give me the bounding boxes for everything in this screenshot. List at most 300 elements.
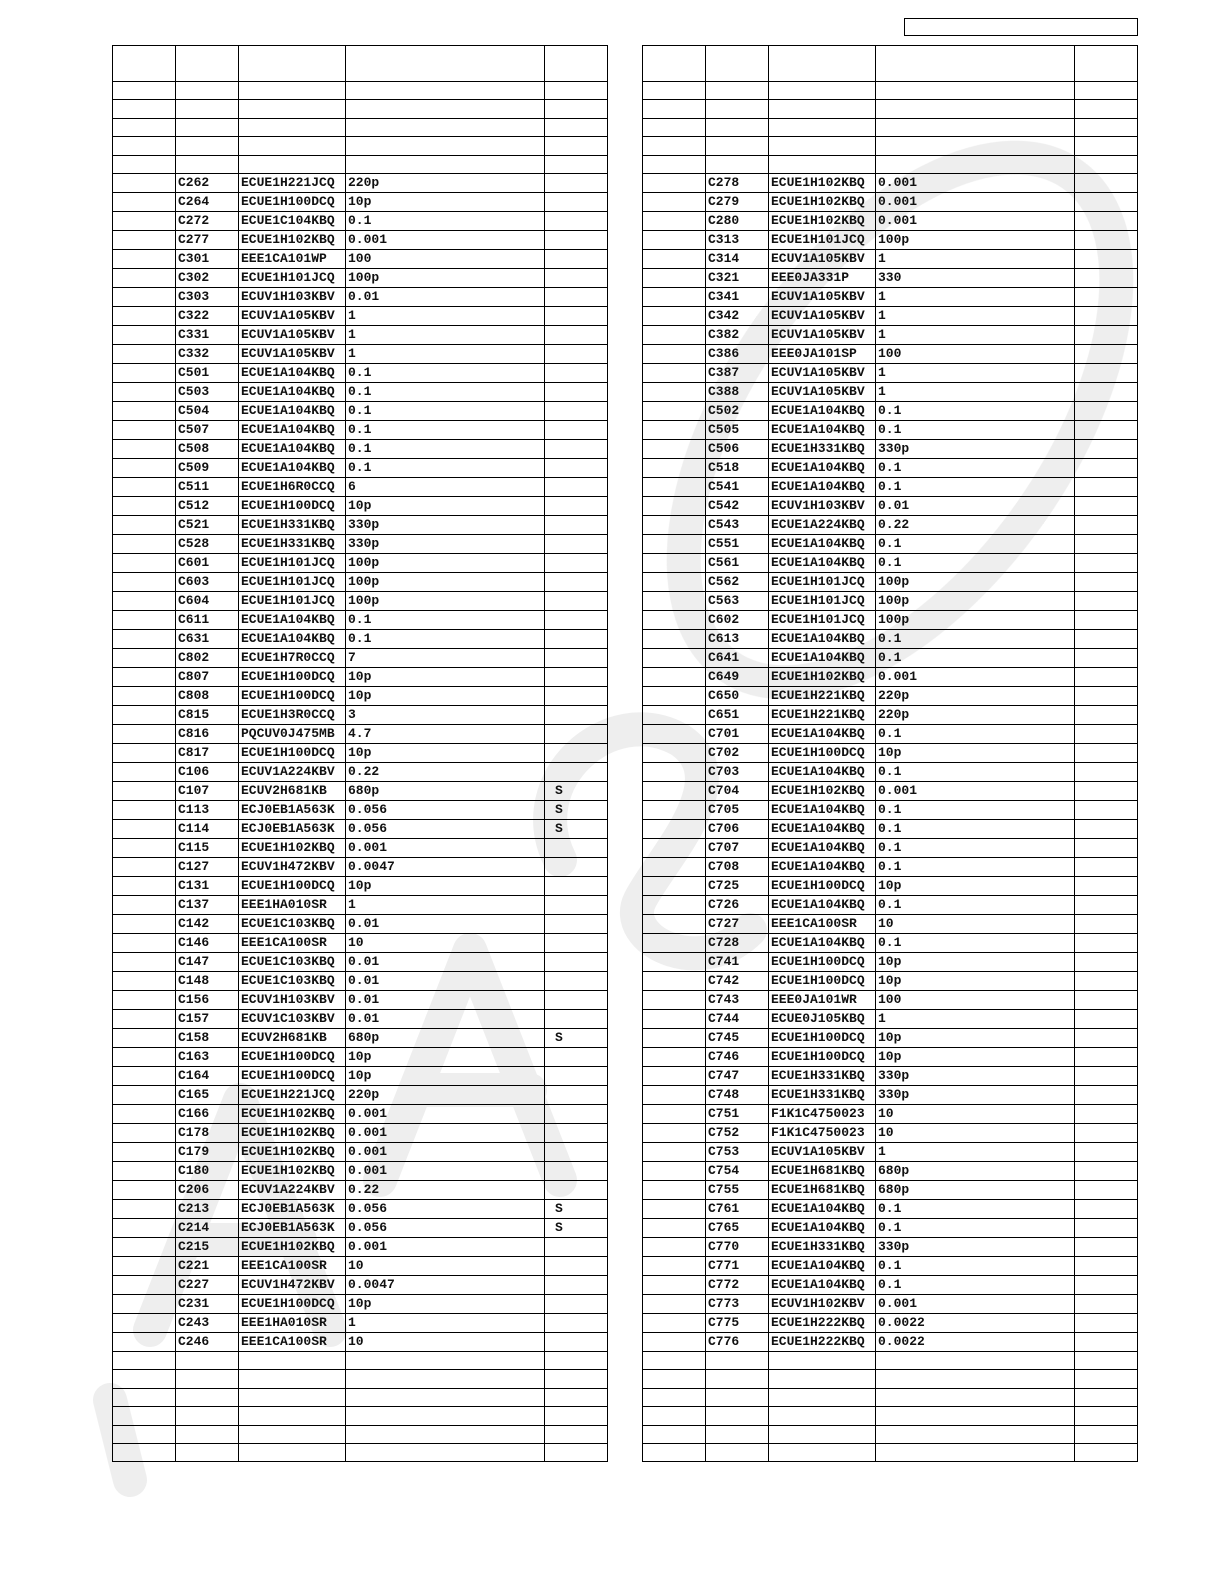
remark-cell [545, 838, 608, 857]
value-cell: 10p [346, 667, 545, 686]
table-row [113, 629, 608, 648]
blank-cell [706, 1351, 769, 1369]
ref-no-cell [113, 1009, 176, 1028]
ref-no-cell [113, 800, 176, 819]
part-no-cell: ECUE1A104KBQ [769, 800, 876, 819]
ref-cell: C727 [706, 914, 769, 933]
part-no-cell: ECUE1A104KBQ [769, 724, 876, 743]
ref-cell: C313 [706, 230, 769, 249]
ref-no-cell [643, 496, 706, 515]
value-cell: 6 [346, 477, 545, 496]
table-row [643, 534, 1138, 553]
ref-no-cell [113, 1047, 176, 1066]
ref-no-cell [643, 1047, 706, 1066]
ref-cell: C601 [176, 553, 239, 572]
part-no-cell: ECUV1A105KBV [769, 1142, 876, 1161]
blank-cell [113, 1351, 176, 1369]
value-cell: 10 [346, 933, 545, 952]
blank-cell [876, 155, 1075, 173]
value-cell: 0.1 [346, 382, 545, 401]
table-row [643, 1066, 1138, 1085]
value-cell: 680p [876, 1180, 1075, 1199]
table-row [643, 1199, 1138, 1218]
table-row [643, 363, 1138, 382]
ref-no-cell [113, 458, 176, 477]
remark-cell [1075, 534, 1138, 553]
blank-cell [1075, 46, 1138, 82]
remark-cell [1075, 192, 1138, 211]
right-parts-table [642, 45, 1138, 1462]
ref-cell: C541 [706, 477, 769, 496]
ref-no-cell [643, 1199, 706, 1218]
value-cell: 10p [876, 876, 1075, 895]
ref-no-cell [643, 762, 706, 781]
blank-cell [176, 1370, 239, 1388]
part-no-cell: ECUE1H101JCQ [769, 591, 876, 610]
table-row [113, 553, 608, 572]
ref-cell: C816 [176, 724, 239, 743]
value-cell: 0.001 [876, 192, 1075, 211]
table-row [113, 420, 608, 439]
remark-cell [1075, 591, 1138, 610]
value-cell: 4.7 [346, 724, 545, 743]
part-no-cell: ECUE1H331KBQ [769, 439, 876, 458]
blank-cell [176, 82, 239, 100]
remark-cell [1075, 420, 1138, 439]
blank-row [113, 1351, 608, 1369]
remark-cell [1075, 572, 1138, 591]
remark-cell [545, 591, 608, 610]
table-row [643, 173, 1138, 192]
table-row [113, 1104, 608, 1123]
blank-row [643, 100, 1138, 118]
blank-cell [545, 1425, 608, 1443]
value-cell: 10 [876, 1123, 1075, 1142]
ref-no-cell [643, 1180, 706, 1199]
ref-cell: C272 [176, 211, 239, 230]
ref-cell: C221 [176, 1256, 239, 1275]
blank-cell [706, 155, 769, 173]
remark-cell [1075, 173, 1138, 192]
blank-row [113, 1388, 608, 1406]
ref-cell: C227 [176, 1275, 239, 1294]
remark-cell [1075, 781, 1138, 800]
table-row [643, 819, 1138, 838]
ref-cell: C314 [706, 249, 769, 268]
value-cell: 0.001 [876, 173, 1075, 192]
value-cell: 0.056 [346, 800, 545, 819]
part-no-cell: EEE1CA100SR [239, 1332, 346, 1351]
blank-cell [1075, 1351, 1138, 1369]
remark-cell [545, 1123, 608, 1142]
ref-cell: C561 [706, 553, 769, 572]
remark-cell [1075, 363, 1138, 382]
blank-cell [876, 46, 1075, 82]
value-cell: 0.1 [876, 819, 1075, 838]
remark-cell [545, 249, 608, 268]
blank-cell [545, 1351, 608, 1369]
blank-cell [113, 46, 176, 82]
blank-cell [769, 1351, 876, 1369]
part-no-cell: ECUE1H100DCQ [239, 1294, 346, 1313]
table-row [113, 287, 608, 306]
remark-cell [545, 762, 608, 781]
blank-cell [545, 1370, 608, 1388]
ref-no-cell [643, 591, 706, 610]
table-row [113, 458, 608, 477]
part-no-cell: EEE1CA100SR [769, 914, 876, 933]
remark-cell [545, 1237, 608, 1256]
part-no-cell: ECUE1H100DCQ [239, 1066, 346, 1085]
ref-cell: C741 [706, 952, 769, 971]
value-cell: 0.1 [346, 420, 545, 439]
table-row [643, 724, 1138, 743]
part-no-cell: ECUE1H102KBQ [239, 1123, 346, 1142]
ref-no-cell [113, 439, 176, 458]
remark-cell [545, 1104, 608, 1123]
remark-cell [1075, 1047, 1138, 1066]
table-row [113, 1275, 608, 1294]
remark-cell [1075, 1085, 1138, 1104]
ref-cell: C752 [706, 1123, 769, 1142]
table-row [113, 648, 608, 667]
ref-cell: C728 [706, 933, 769, 952]
blank-cell [545, 137, 608, 155]
table-row [113, 1123, 608, 1142]
ref-no-cell [113, 496, 176, 515]
remark-cell: S [545, 781, 608, 800]
ref-cell: C114 [176, 819, 239, 838]
blank-cell [706, 46, 769, 82]
ref-no-cell [643, 1009, 706, 1028]
blank-cell [1075, 100, 1138, 118]
value-cell: 0.001 [346, 1161, 545, 1180]
blank-row [113, 100, 608, 118]
remark-cell [1075, 667, 1138, 686]
blank-cell [643, 155, 706, 173]
value-cell: 220p [346, 1085, 545, 1104]
part-no-cell: ECUE1H331KBQ [239, 515, 346, 534]
blank-cell [239, 100, 346, 118]
table-row [643, 420, 1138, 439]
blank-cell [239, 118, 346, 136]
ref-cell: C772 [706, 1275, 769, 1294]
value-cell: 10p [346, 686, 545, 705]
blank-cell [176, 1425, 239, 1443]
ref-no-cell [113, 1256, 176, 1275]
blank-cell [876, 100, 1075, 118]
part-no-cell: ECUE1A104KBQ [769, 648, 876, 667]
part-no-cell: ECUE1H100DCQ [239, 876, 346, 895]
ref-cell: C755 [706, 1180, 769, 1199]
blank-cell [876, 1388, 1075, 1406]
remark-cell [1075, 686, 1138, 705]
table-row [113, 1313, 608, 1332]
ref-no-cell [113, 971, 176, 990]
value-cell: 10 [876, 914, 1075, 933]
ref-no-cell [113, 762, 176, 781]
ref-cell: C649 [706, 667, 769, 686]
table-row [113, 1199, 608, 1218]
value-cell: 1 [346, 1313, 545, 1332]
remark-cell [1075, 1028, 1138, 1047]
blank-cell [545, 82, 608, 100]
value-cell: 1 [346, 344, 545, 363]
remark-cell [1075, 952, 1138, 971]
value-cell: 1 [346, 325, 545, 344]
part-no-cell: ECUE1A104KBQ [239, 629, 346, 648]
remark-cell [1075, 857, 1138, 876]
ref-no-cell [113, 1085, 176, 1104]
ref-cell: C753 [706, 1142, 769, 1161]
ref-cell: C604 [176, 591, 239, 610]
table-row [113, 249, 608, 268]
ref-no-cell [643, 1256, 706, 1275]
blank-cell [239, 1370, 346, 1388]
ref-no-cell [113, 268, 176, 287]
blank-cell [643, 1443, 706, 1461]
value-cell: 0.1 [876, 857, 1075, 876]
blank-cell [876, 1351, 1075, 1369]
part-no-cell: ECUE1H102KBQ [769, 781, 876, 800]
blank-row [643, 1351, 1138, 1369]
value-cell: 0.1 [876, 401, 1075, 420]
table-row [643, 344, 1138, 363]
ref-cell: C726 [706, 895, 769, 914]
table-row [643, 572, 1138, 591]
part-no-cell: ECUE1A104KBQ [769, 819, 876, 838]
ref-cell: C107 [176, 781, 239, 800]
remark-cell [545, 401, 608, 420]
value-cell: 0.1 [346, 401, 545, 420]
ref-no-cell [643, 933, 706, 952]
value-cell: 100p [346, 591, 545, 610]
ref-no-cell [113, 952, 176, 971]
blank-cell [1075, 137, 1138, 155]
blank-cell [769, 1425, 876, 1443]
blank-cell [346, 82, 545, 100]
ref-cell: C705 [706, 800, 769, 819]
table-row [113, 1218, 608, 1237]
blank-cell [706, 118, 769, 136]
table-row [643, 591, 1138, 610]
blank-cell [643, 82, 706, 100]
blank-cell [176, 1443, 239, 1461]
ref-cell: C180 [176, 1161, 239, 1180]
value-cell: 0.1 [876, 477, 1075, 496]
table-row [643, 496, 1138, 515]
ref-no-cell [643, 1066, 706, 1085]
blank-cell [545, 1407, 608, 1425]
ref-no-cell [113, 287, 176, 306]
ref-no-cell [643, 230, 706, 249]
ref-no-cell [643, 1104, 706, 1123]
table-row [643, 268, 1138, 287]
part-no-cell: ECJ0EB1A563K [239, 1199, 346, 1218]
blank-cell [239, 1443, 346, 1461]
blank-cell [346, 1388, 545, 1406]
blank-cell [113, 118, 176, 136]
blank-row [113, 1370, 608, 1388]
part-no-cell: ECJ0EB1A563K [239, 819, 346, 838]
value-cell: 10p [876, 1028, 1075, 1047]
blank-cell [769, 1370, 876, 1388]
ref-cell: C147 [176, 952, 239, 971]
blank-cell [876, 1425, 1075, 1443]
table-row [113, 933, 608, 952]
ref-cell: C331 [176, 325, 239, 344]
table-row [113, 895, 608, 914]
blank-cell [876, 1443, 1075, 1461]
remark-cell [1075, 306, 1138, 325]
part-no-cell: ECUE1A104KBQ [769, 1218, 876, 1237]
blank-cell [643, 100, 706, 118]
ref-no-cell [113, 1028, 176, 1047]
table-row [643, 667, 1138, 686]
table-row [113, 819, 608, 838]
blank-cell [876, 82, 1075, 100]
value-cell: 0.001 [346, 1123, 545, 1142]
ref-cell: C751 [706, 1104, 769, 1123]
ref-cell: C776 [706, 1332, 769, 1351]
table-row [113, 1161, 608, 1180]
ref-no-cell [643, 325, 706, 344]
ref-cell: C807 [176, 667, 239, 686]
ref-no-cell [113, 1161, 176, 1180]
ref-cell: C137 [176, 895, 239, 914]
remark-cell [545, 306, 608, 325]
ref-cell: C706 [706, 819, 769, 838]
ref-no-cell [113, 572, 176, 591]
blank-cell [876, 1407, 1075, 1425]
table-row [113, 325, 608, 344]
part-no-cell: ECUV1A105KBV [769, 249, 876, 268]
remark-cell [1075, 800, 1138, 819]
blank-cell [876, 137, 1075, 155]
remark-cell [1075, 1294, 1138, 1313]
remark-cell [1075, 439, 1138, 458]
ref-no-cell [643, 876, 706, 895]
table-row [643, 382, 1138, 401]
value-cell: 100p [346, 553, 545, 572]
remark-cell [1075, 1009, 1138, 1028]
blank-cell [239, 137, 346, 155]
blank-cell [113, 1388, 176, 1406]
table-row [643, 325, 1138, 344]
value-cell: 1 [876, 287, 1075, 306]
ref-cell: C509 [176, 458, 239, 477]
part-no-cell: ECUE1A104KBQ [769, 458, 876, 477]
value-cell: 220p [346, 173, 545, 192]
value-cell: 0.01 [346, 990, 545, 1009]
table-row [113, 534, 608, 553]
blank-row [643, 1370, 1138, 1388]
ref-cell: C215 [176, 1237, 239, 1256]
remark-cell [1075, 1332, 1138, 1351]
table-row [113, 211, 608, 230]
ref-no-cell [643, 1275, 706, 1294]
table-row [113, 515, 608, 534]
ref-no-cell [113, 724, 176, 743]
ref-no-cell [113, 876, 176, 895]
value-cell: 1 [876, 382, 1075, 401]
part-no-cell: ECUE1H101JCQ [769, 230, 876, 249]
remark-cell [545, 192, 608, 211]
remark-cell [1075, 1123, 1138, 1142]
blank-cell [346, 118, 545, 136]
ref-cell: C505 [706, 420, 769, 439]
remark-cell [545, 1047, 608, 1066]
value-cell: 0.0022 [876, 1313, 1075, 1332]
value-cell: 680p [346, 781, 545, 800]
value-cell: 330p [876, 439, 1075, 458]
ref-no-cell [643, 477, 706, 496]
value-cell: 100 [346, 249, 545, 268]
blank-cell [113, 155, 176, 173]
ref-cell: C725 [706, 876, 769, 895]
ref-cell: C382 [706, 325, 769, 344]
ref-no-cell [643, 686, 706, 705]
part-no-cell: ECUV2H681KB [239, 781, 346, 800]
part-no-cell: ECUE1H331KBQ [769, 1237, 876, 1256]
value-cell: 100p [346, 572, 545, 591]
value-cell: 0.1 [876, 1275, 1075, 1294]
blank-cell [346, 1407, 545, 1425]
part-no-cell: ECUE1A104KBQ [769, 762, 876, 781]
table-row [643, 933, 1138, 952]
ref-cell: C562 [706, 572, 769, 591]
value-cell: 1 [876, 363, 1075, 382]
ref-cell: C106 [176, 762, 239, 781]
ref-no-cell [113, 1275, 176, 1294]
blank-row [113, 155, 608, 173]
blank-row [643, 155, 1138, 173]
value-cell: 330p [876, 1085, 1075, 1104]
remark-cell [1075, 477, 1138, 496]
blank-cell [1075, 155, 1138, 173]
ref-no-cell [643, 648, 706, 667]
remark-cell [545, 971, 608, 990]
ref-no-cell [113, 819, 176, 838]
table-row [643, 762, 1138, 781]
value-cell: 100 [876, 344, 1075, 363]
part-no-cell: EEE1CA100SR [239, 1256, 346, 1275]
table-row [643, 553, 1138, 572]
table-row [113, 382, 608, 401]
ref-cell: C770 [706, 1237, 769, 1256]
part-no-cell: ECUE1H102KBQ [239, 1142, 346, 1161]
value-cell: 220p [876, 705, 1075, 724]
value-cell: 10p [346, 743, 545, 762]
table-row [643, 1047, 1138, 1066]
remark-cell [545, 496, 608, 515]
part-no-cell: ECUV1A105KBV [769, 287, 876, 306]
ref-cell: C808 [176, 686, 239, 705]
remark-cell [545, 439, 608, 458]
blank-cell [113, 1407, 176, 1425]
ref-no-cell [643, 1142, 706, 1161]
blank-cell [1075, 1425, 1138, 1443]
ref-cell: C744 [706, 1009, 769, 1028]
ref-no-cell [113, 173, 176, 192]
part-no-cell: ECUE1H222KBQ [769, 1332, 876, 1351]
value-cell: 0.01 [346, 287, 545, 306]
table-row [643, 1028, 1138, 1047]
ref-no-cell [643, 705, 706, 724]
part-no-cell: ECUE1A104KBQ [769, 553, 876, 572]
ref-no-cell [643, 249, 706, 268]
ref-cell: C262 [176, 173, 239, 192]
